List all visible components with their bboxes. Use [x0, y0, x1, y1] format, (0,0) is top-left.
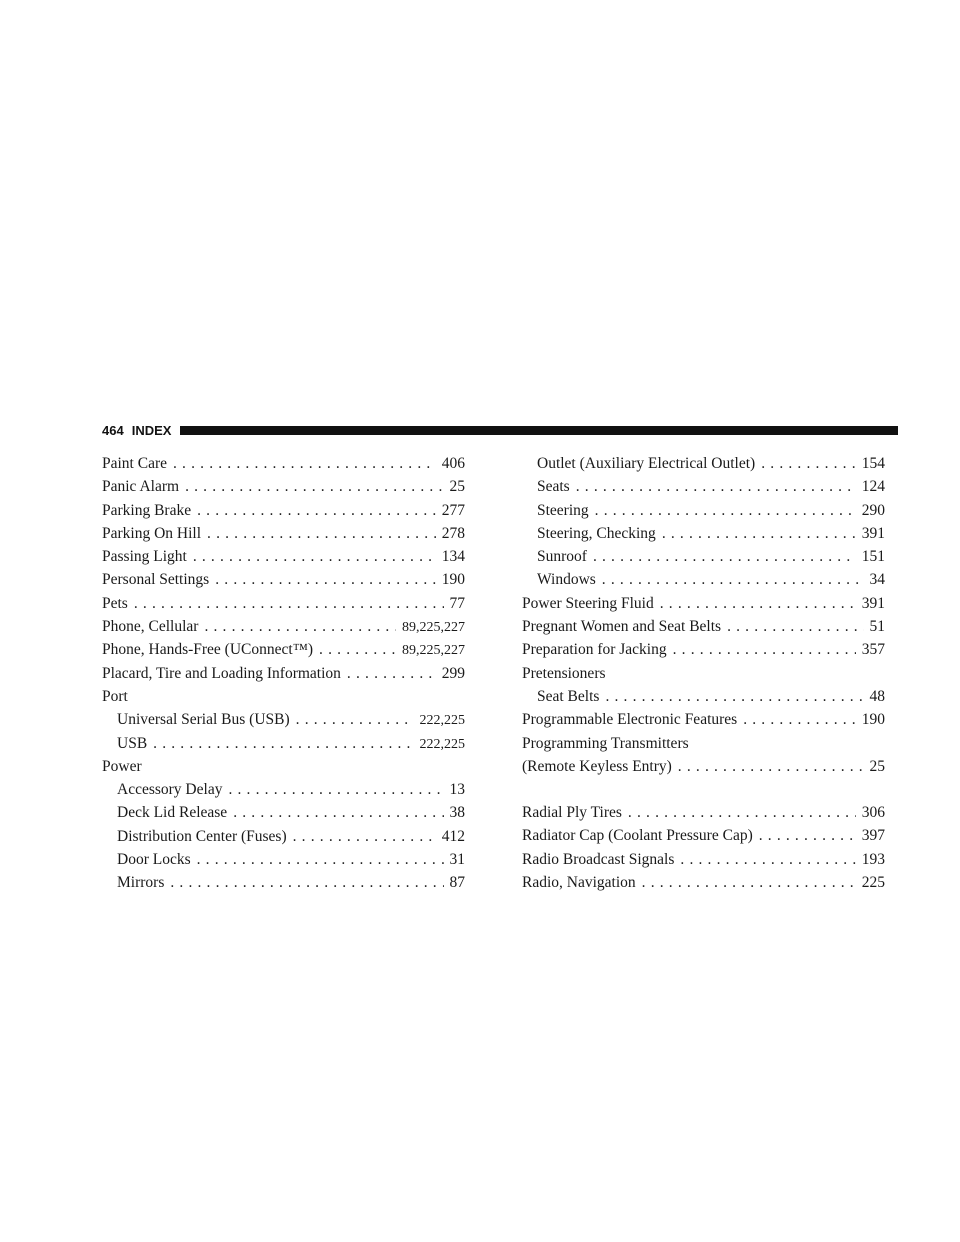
entry-page: 190: [861, 711, 885, 729]
index-entry: [102, 638, 465, 661]
dot-leader: [293, 825, 436, 848]
index-entry: [102, 615, 465, 638]
dot-leader: [761, 452, 856, 475]
entry-text: Preparation for Jacking: [522, 641, 667, 659]
dot-leader: [233, 801, 443, 824]
entry-text: Parking On Hill: [102, 524, 202, 542]
index-column-left: [102, 452, 465, 895]
dot-leader: [347, 662, 436, 685]
dot-leader: [662, 522, 856, 545]
entry-text: Pregnant Women and Seat Belts: [522, 618, 722, 636]
index-heading: [102, 755, 465, 778]
dot-leader: [595, 499, 856, 522]
dot-leader: [197, 848, 444, 871]
dot-leader: [170, 871, 443, 894]
dot-leader: [743, 708, 856, 731]
entry-text: Passing Light: [102, 548, 187, 566]
entry-text: (Remote Keyless Entry): [522, 757, 672, 775]
index-heading: [522, 662, 885, 685]
entry-page: 51: [869, 618, 885, 636]
entry-page: 190: [441, 571, 465, 589]
entry-text: Phone, Cellular: [102, 618, 199, 636]
dot-leader: [678, 755, 864, 778]
entry-text: Placard, Tire and Loading Information: [102, 664, 341, 682]
entry-page: 89,225,227: [402, 643, 465, 659]
index-entry: [522, 615, 885, 638]
entry-page: 225: [861, 874, 885, 892]
page-number: 464: [102, 422, 124, 438]
entry-page: 391: [861, 524, 885, 542]
entry-page: 13: [449, 781, 465, 799]
page-header: [102, 420, 898, 440]
entry-text: Phone, Hands-Free (UConnect™): [102, 641, 314, 659]
dot-leader: [197, 499, 436, 522]
dot-leader: [660, 592, 856, 615]
entry-page: 77: [449, 594, 465, 612]
entry-page: 25: [449, 478, 465, 496]
entry-text: Parking Brake: [102, 501, 192, 519]
entry-page: 38: [449, 804, 465, 822]
dot-leader: [605, 685, 863, 708]
entry-text: Port: [102, 687, 128, 705]
index-entry: [522, 824, 885, 847]
entry-page: 277: [441, 501, 465, 519]
index-entry: [522, 871, 885, 894]
index-entry: [102, 452, 465, 475]
header-rule: [180, 426, 898, 435]
index-subentry: [522, 499, 885, 522]
index-entry: [102, 592, 465, 615]
entry-text: Panic Alarm: [102, 478, 180, 496]
entry-page: 87: [449, 874, 465, 892]
index-subentry: [522, 568, 885, 591]
index-entry: [102, 475, 465, 498]
index-subentry: [522, 522, 885, 545]
index-entry: [522, 638, 885, 661]
dot-leader: [727, 615, 863, 638]
dot-leader: [204, 615, 396, 638]
entry-page: 222,225: [419, 713, 465, 729]
index-subentry: [102, 801, 465, 824]
entry-page: 397: [861, 827, 885, 845]
entry-text: Distribution Center (Fuses): [117, 827, 287, 845]
entry-text: Personal Settings: [102, 571, 210, 589]
entry-text: Sunroof: [537, 548, 587, 566]
entry-text: Power Steering Fluid: [522, 594, 654, 612]
index-entry: [522, 755, 885, 778]
dot-leader: [296, 708, 414, 731]
dot-leader: [134, 592, 444, 615]
entry-page: 89,225,227: [402, 620, 465, 636]
dot-leader: [215, 568, 436, 591]
dot-leader: [593, 545, 856, 568]
index-heading: [102, 685, 465, 708]
entry-page: 357: [861, 641, 885, 659]
entry-text: Windows: [537, 571, 596, 589]
index-subentry: [102, 778, 465, 801]
dot-leader: [576, 475, 856, 498]
index-entry: [102, 499, 465, 522]
entry-text: Pets: [102, 594, 128, 612]
dot-leader: [680, 848, 855, 871]
dot-leader: [185, 475, 443, 498]
entry-text: Programmable Electronic Features: [522, 711, 738, 729]
entry-text: Mirrors: [117, 874, 165, 892]
entry-text: Power: [102, 757, 142, 775]
index-subentry: [102, 825, 465, 848]
entry-text: Steering: [537, 501, 589, 519]
dot-leader: [173, 452, 436, 475]
dot-leader: [759, 824, 856, 847]
entry-text: Radiator Cap (Coolant Pressure Cap): [522, 827, 753, 845]
entry-text: Steering, Checking: [537, 524, 656, 542]
dot-leader: [193, 545, 436, 568]
entry-page: 391: [861, 594, 885, 612]
index-entry: [522, 801, 885, 824]
index-entry: [102, 662, 465, 685]
entry-page: 222,225: [419, 736, 465, 752]
index-subentry: [102, 848, 465, 871]
index-entry: [102, 545, 465, 568]
entry-text: Door Locks: [117, 851, 191, 869]
entry-page: 306: [861, 804, 885, 822]
entry-page: 34: [869, 571, 885, 589]
dot-leader: [153, 732, 413, 755]
index-subentry: [522, 545, 885, 568]
index-subentry: [522, 475, 885, 498]
index-subentry: [522, 452, 885, 475]
entry-text: Radio Broadcast Signals: [522, 850, 675, 868]
dot-leader: [602, 568, 864, 591]
index-entry: [522, 848, 885, 871]
entry-text: Pretensioners: [522, 664, 606, 682]
entry-text: Seats: [537, 478, 570, 496]
dot-leader: [673, 638, 856, 661]
dot-leader: [642, 871, 856, 894]
entry-page: 31: [449, 851, 465, 869]
entry-page: 25: [869, 757, 885, 775]
entry-text: Radial Ply Tires: [522, 804, 622, 822]
entry-page: 406: [441, 455, 465, 472]
index-entry: [522, 592, 885, 615]
index-entry: [522, 708, 885, 731]
entry-page: 290: [861, 501, 885, 519]
index-column-right: [522, 452, 885, 894]
entry-text: Seat Belts: [537, 687, 600, 705]
dot-leader: [228, 778, 443, 801]
entry-text: Outlet (Auxiliary Electrical Outlet): [537, 455, 756, 472]
entry-page: 134: [441, 548, 465, 566]
index-entry: [102, 568, 465, 591]
section-title: INDEX: [131, 422, 172, 438]
entry-text: Deck Lid Release: [117, 804, 228, 822]
index-subentry: [102, 871, 465, 894]
index-entry: [102, 522, 465, 545]
dot-leader: [207, 522, 436, 545]
entry-page: 151: [861, 548, 885, 566]
entry-text: Universal Serial Bus (USB): [117, 711, 290, 729]
entry-text: Paint Care: [102, 455, 167, 472]
index-subentry: [102, 732, 465, 755]
entry-page: 48: [869, 687, 885, 705]
entry-page: 193: [861, 850, 885, 868]
entry-page: 124: [861, 478, 885, 496]
entry-text: Programming Transmitters: [522, 734, 689, 752]
index-subentry: [522, 685, 885, 708]
entry-text: USB: [117, 734, 148, 752]
entry-page: 299: [441, 664, 465, 682]
entry-page: 412: [441, 827, 465, 845]
entry-text: Radio, Navigation: [522, 874, 636, 892]
index-subentry: [102, 708, 465, 731]
dot-leader: [319, 638, 396, 661]
dot-leader: [628, 801, 856, 824]
index-heading: [522, 732, 885, 755]
entry-page: 154: [861, 455, 885, 472]
entry-page: 278: [441, 524, 465, 542]
entry-text: Accessory Delay: [117, 781, 223, 799]
